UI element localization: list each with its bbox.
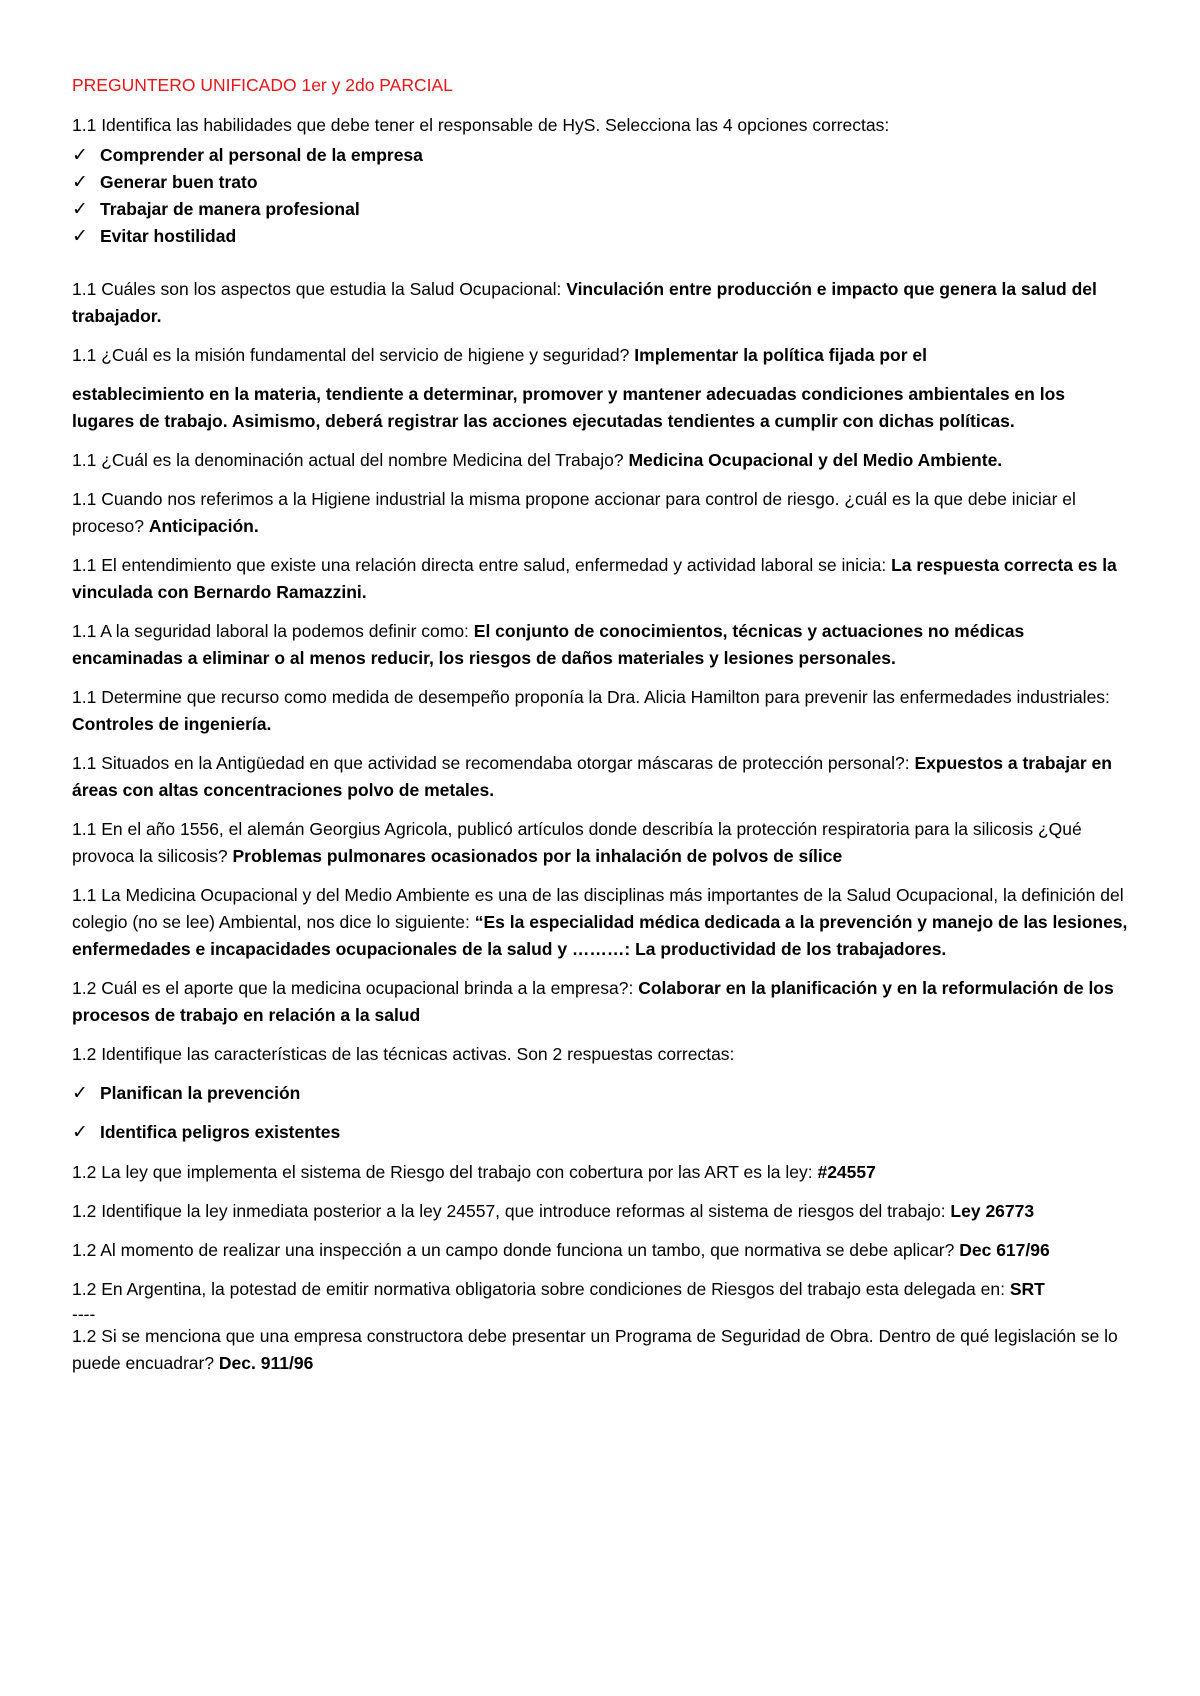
answer-text: Colaborar en la planificación y en la reformulación de los procesos de trabajo en relación a la salud: [72, 978, 1114, 1025]
question-15: [72, 1198, 1130, 1225]
checkmark-icon: ✓: [72, 1121, 88, 1143]
question-13: [72, 1041, 1130, 1068]
question-5: [72, 486, 1130, 540]
question-text: 1.2 Identifique la ley inmediata posterior a la ley 24557, que introduce reformas al sistema de riesgos del trabajo:: [72, 1201, 951, 1221]
question-1: 1.1 Identifica las habilidades que debe tener el responsable de HyS. Selecciona las 4 opciones correctas:: [72, 115, 890, 135]
answer-text: #24557: [817, 1162, 876, 1182]
answer-text: Controles de ingeniería.: [72, 714, 272, 734]
checkmark-icon: ✓: [72, 198, 88, 220]
answer-option: Generar buen trato: [100, 172, 258, 192]
question-text: 1.1 ¿Cuál es la misión fundamental del servicio de higiene y seguridad?: [72, 345, 635, 365]
answer-option: Comprender al personal de la empresa: [100, 145, 423, 165]
answer-text: Anticipación.: [148, 516, 259, 536]
question-text: 1.2 Cuál es el aporte que la medicina ocupacional brinda a la empresa?:: [72, 978, 639, 998]
question-text: 1.2 En Argentina, la potestad de emitir normativa obligatoria sobre condiciones de Riesgos del trabajo esta delegada en:: [72, 1279, 1010, 1299]
checkmark-icon: ✓: [72, 1082, 88, 1104]
answer-text: Ley 26773: [950, 1201, 1035, 1221]
list-item: [72, 1119, 1130, 1146]
checkmark-icon: ✓: [72, 225, 88, 247]
question-17: [72, 1276, 1130, 1303]
answer-text: Dec. 911/96: [218, 1353, 314, 1373]
list-item: [72, 196, 1130, 223]
answer-text: establecimiento en la materia, tendiente a determinar, promover y mantener adecuadas condiciones ambientales en los lugares de trabajo. Asimismo, deberá registrar las acciones ejecutadas tendientes a cumplir con dichas políticas.: [72, 384, 1065, 431]
answer-option: Planifican la prevención: [100, 1083, 301, 1103]
answer-text: Dec 617/96: [959, 1240, 1050, 1260]
question-10: [72, 816, 1130, 870]
answer-text: Expuestos a trabajar en áreas con altas concentraciones polvo de metales.: [72, 753, 1112, 800]
question-11: [72, 882, 1130, 963]
question-16: [72, 1237, 1130, 1264]
answer-text: SRT: [1009, 1279, 1045, 1299]
question-7: [72, 618, 1130, 672]
answer-text: “Es la especialidad médica dedicada a la prevención y manejo de las lesiones, enfermedades e incapacidades ocupacionales de la salud y ………: La productividad de los trabajadores.: [72, 912, 1128, 959]
answer-text: Problemas pulmonares ocasionados por la inhalación de polvos de sílice: [232, 846, 843, 866]
question-text: 1.2 Al momento de realizar una inspección a un campo donde funciona un tambo, que normativa se debe aplicar?: [72, 1240, 960, 1260]
answer-list-13: [72, 1080, 1130, 1146]
question-text: 1.1 Cuáles son los aspectos que estudia la Salud Ocupacional:: [72, 279, 567, 299]
question-3: [72, 342, 1130, 369]
answer-option: Identifica peligros existentes: [100, 1122, 341, 1142]
checkmark-icon: ✓: [72, 171, 88, 193]
question-18: [72, 1323, 1130, 1377]
question-text: 1.1 La Medicina Ocupacional y del Medio Ambiente es una de las disciplinas más importantes de la Salud Ocupacional, la definición del colegio (no se lee) Ambiental, nos dice lo siguiente:: [72, 885, 1124, 932]
question-2: [72, 276, 1130, 330]
list-item: [72, 223, 1130, 250]
document-title: PREGUNTERO UNIFICADO 1er y 2do PARCIAL: [72, 75, 453, 95]
checkmark-icon: ✓: [72, 144, 88, 166]
question-text: 1.1 Situados en la Antigüedad en que actividad se recomendaba otorgar máscaras de protección personal?:: [72, 753, 915, 773]
question-text: 1.1 En el año 1556, el alemán Georgius Agricola, publicó artículos donde describía la protección respiratoria para la silicosis ¿Qué provoca la silicosis?: [72, 819, 1082, 866]
question-4: [72, 447, 1130, 474]
question-text: 1.2 Identifique las características de las técnicas activas. Son 2 respuestas correctas:: [72, 1044, 735, 1064]
question-text: 1.1 El entendimiento que existe una relación directa entre salud, enfermedad y actividad laboral se inicia:: [72, 555, 892, 575]
question-8: [72, 684, 1130, 738]
question-text: 1.2 Si se menciona que una empresa constructora debe presentar un Programa de Seguridad de Obra. Dentro de qué legislación se lo puede encuadrar?: [72, 1326, 1118, 1373]
answer-list-1: [72, 142, 1130, 250]
question-12: [72, 975, 1130, 1029]
separator-dashes: ----: [72, 1304, 96, 1324]
answer-text: Vinculación entre producción e impacto que genera la salud del trabajador.: [72, 279, 1097, 326]
answer-text: Implementar la política fijada por el: [634, 345, 927, 365]
question-3-continuation: [72, 381, 1130, 435]
question-text: 1.1 ¿Cuál es la denominación actual del nombre Medicina del Trabajo?: [72, 450, 629, 470]
question-14: [72, 1159, 1130, 1186]
answer-option: Evitar hostilidad: [100, 226, 237, 246]
question-text: 1.1 Cuando nos referimos a la Higiene industrial la misma propone accionar para control de riesgo. ¿cuál es la que debe iniciar el proceso?: [72, 489, 1076, 536]
answer-option: Trabajar de manera profesional: [100, 199, 360, 219]
answer-text: La respuesta correcta es la vinculada con Bernardo Ramazzini.: [72, 555, 1117, 602]
list-item: [72, 1080, 1130, 1107]
list-item: [72, 169, 1130, 196]
question-text: 1.1 A la seguridad laboral la podemos definir como:: [72, 621, 474, 641]
question-text: 1.1 Determine que recurso como medida de desempeño proponía la Dra. Alicia Hamilton para prevenir las enfermedades industriales:: [72, 687, 1110, 707]
question-text: 1.2 La ley que implementa el sistema de Riesgo del trabajo con cobertura por las ART es la ley:: [72, 1162, 818, 1182]
question-6: [72, 552, 1130, 606]
question-9: [72, 750, 1130, 804]
list-item: [72, 142, 1130, 169]
answer-text: El conjunto de conocimientos, técnicas y actuaciones no médicas encaminadas a eliminar o al menos reducir, los riesgos de daños materiales y lesiones personales.: [72, 621, 1025, 668]
answer-text: Medicina Ocupacional y del Medio Ambiente.: [628, 450, 1003, 470]
